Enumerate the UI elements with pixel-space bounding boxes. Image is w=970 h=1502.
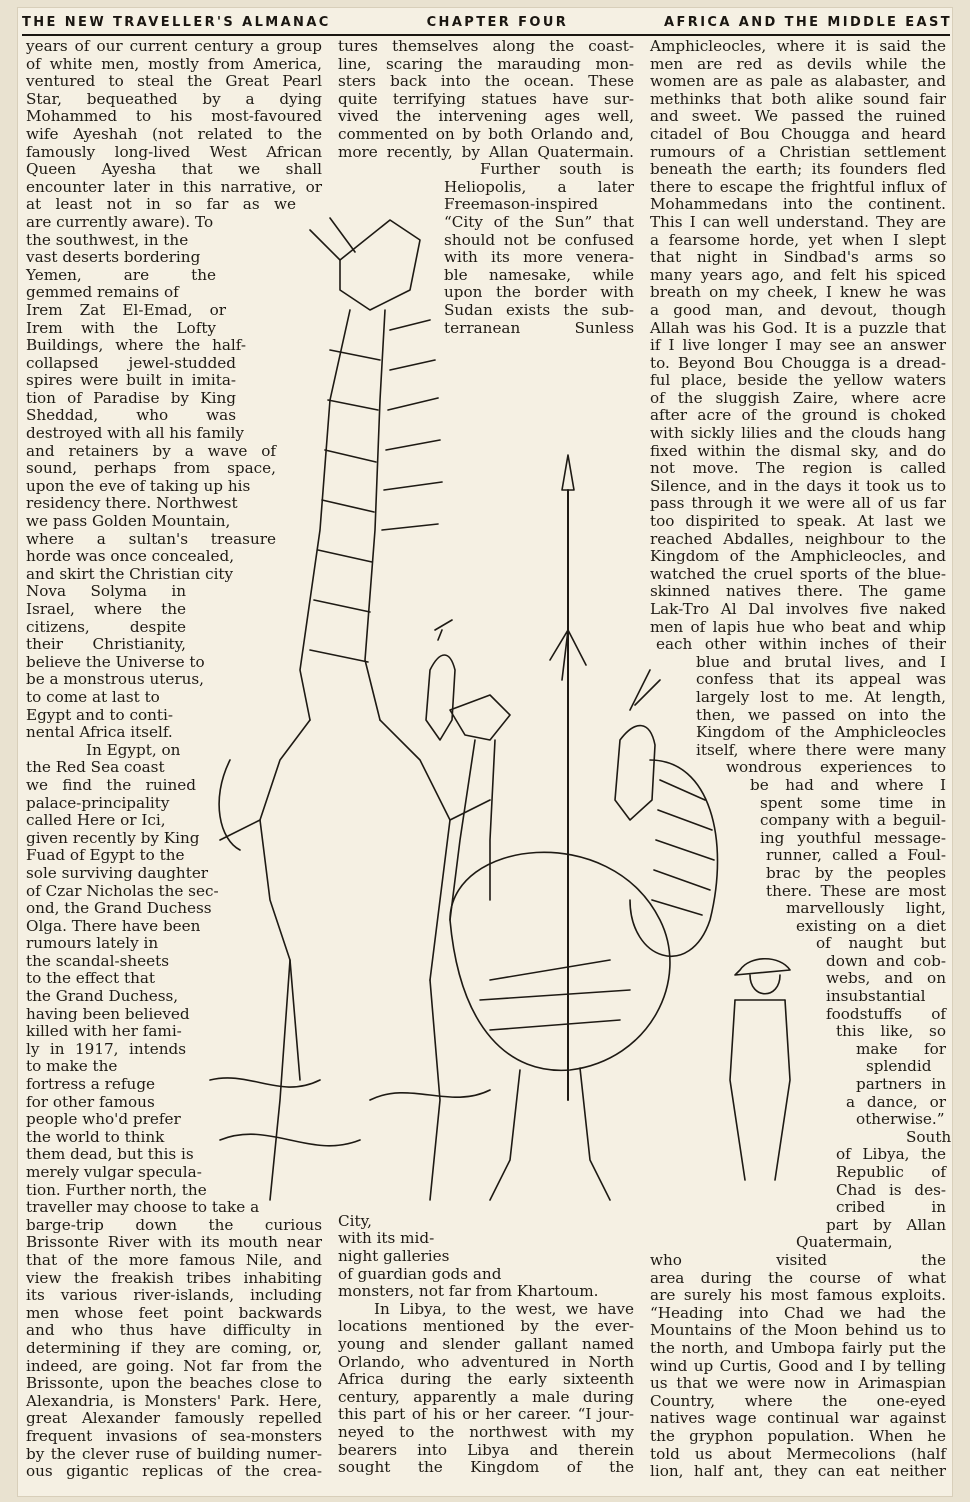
text-line: Further south is xyxy=(480,160,634,179)
text-line: line, scaring the marauding mon- xyxy=(338,54,634,73)
text-line: for other famous xyxy=(26,1092,155,1111)
text-line: spent some time in xyxy=(760,793,946,812)
text-line: Country, where the one-eyed xyxy=(650,1391,946,1410)
text-line: indeed, are going. Not far from the xyxy=(26,1356,322,1375)
text-line: great Alexander famously repelled xyxy=(26,1409,322,1428)
text-line: sound, perhaps from space, xyxy=(26,459,276,478)
text-line: ventured to steal the Great Pearl xyxy=(26,72,322,91)
text-line: foodstuffs of xyxy=(826,1004,946,1023)
text-line: wind up Curtis, Good and I by telling xyxy=(650,1356,946,1375)
text-line: wife Ayeshah (not related to the xyxy=(26,124,322,143)
text-line: and sweet. We passed the ruined xyxy=(650,107,946,126)
text-line: the scandal-sheets xyxy=(26,951,170,970)
text-line: century, apparently a male during xyxy=(338,1387,634,1406)
text-line: be a monstrous uterus, xyxy=(26,670,204,689)
text-line: vived the intervening ages well, xyxy=(338,107,634,126)
text-line: each other within inches of their xyxy=(656,635,946,654)
text-line: neyed to the northwest with my xyxy=(338,1423,634,1442)
text-line: Yemen, are the xyxy=(26,265,216,284)
text-line: Irem with the Lofty xyxy=(26,318,216,337)
text-line: there to escape the frightful influx of xyxy=(650,177,946,196)
text-line: citadel of Bou Chougga and heard xyxy=(650,124,946,143)
text-line: to. Beyond Bou Chougga is a dread- xyxy=(650,353,946,372)
column-one xyxy=(26,38,322,1481)
text-line: Amphicleocles, where it is said the xyxy=(650,37,946,55)
text-line: merely vulgar specula- xyxy=(26,1163,202,1181)
text-line: of Libya, the xyxy=(836,1145,946,1164)
text-line: palace-principality xyxy=(26,793,170,812)
header-book-title: THE NEW TRAVELLER'S ALMANAC xyxy=(22,14,331,30)
text-line: we find the ruined xyxy=(26,775,196,794)
text-line: to come at last to xyxy=(26,687,160,706)
text-line: existing on a diet xyxy=(796,916,946,935)
text-line: Freemason-inspired xyxy=(444,195,599,214)
text-line: City, xyxy=(338,1211,372,1230)
text-line: watched the cruel sports of the blue- xyxy=(650,564,946,583)
text-line: nental Africa itself. xyxy=(26,723,173,742)
text-line: beneath the earth; its founders fled xyxy=(650,160,946,179)
text-line: Allah was his God. It is a puzzle that xyxy=(650,318,946,337)
text-line: that of the more famous Nile, and xyxy=(26,1250,322,1269)
text-line: area during the course of what xyxy=(650,1268,946,1287)
text-line: that night in Sindbad's arms so xyxy=(650,248,946,267)
text-line: night galleries xyxy=(338,1247,450,1266)
header-section: AFRICA AND THE MIDDLE EAST xyxy=(664,14,952,30)
text-line: by the clever ruse of building numer- xyxy=(26,1444,322,1463)
text-line: Buildings, where the half- xyxy=(26,336,246,355)
text-line: many years ago, and felt his spiced xyxy=(650,265,946,284)
text-line: In Egypt, on xyxy=(86,740,181,759)
text-line: splendid xyxy=(866,1057,932,1076)
text-line: confess that its appeal was xyxy=(696,670,946,689)
text-line: make for xyxy=(856,1039,946,1058)
text-line: the Grand Duchess, xyxy=(26,987,179,1006)
running-header xyxy=(22,12,952,32)
text-line: of the sluggish Zaire, where acre xyxy=(650,388,946,407)
text-line: Irem Zat El-Emad, or xyxy=(26,300,226,319)
text-line: Brissonte, upon the beaches close to xyxy=(26,1374,322,1393)
text-line: vast deserts bordering xyxy=(26,248,201,267)
text-line: South xyxy=(906,1127,952,1146)
text-line: destroyed with all his family xyxy=(26,424,244,443)
text-line: Chad is des- xyxy=(836,1180,946,1199)
text-line: men are red as devils while the xyxy=(650,54,946,73)
text-line: In Libya, to the west, we have xyxy=(374,1299,634,1318)
text-line: of Czar Nicholas the sec- xyxy=(26,881,219,900)
text-line: the world to think xyxy=(26,1127,165,1146)
text-line: Kingdom of the Amphicleocles xyxy=(696,723,946,742)
text-line: its various river-islands, including xyxy=(26,1286,322,1305)
text-line: ous gigantic replicas of the crea- xyxy=(26,1462,322,1481)
text-line: then, we passed on into the xyxy=(696,705,946,724)
text-line: ly in 1917, intends xyxy=(26,1039,186,1058)
text-line: wondrous experiences to xyxy=(726,758,946,777)
text-line: people who'd prefer xyxy=(26,1110,181,1129)
text-line: marvellously light, xyxy=(786,899,946,918)
text-line: spires were built in imita- xyxy=(26,371,236,390)
text-line: natives wage continual war against xyxy=(650,1409,946,1428)
text-line: Brissonte River with its mouth near xyxy=(26,1233,322,1252)
text-line: pass through it we were all of us far xyxy=(650,494,946,513)
text-line: and who thus have difficulty in xyxy=(26,1321,322,1340)
text-line: if I live longer I may see an answer xyxy=(650,336,946,355)
text-line: rumours lately in xyxy=(26,934,159,953)
text-line: given recently by King xyxy=(26,828,200,847)
text-line: upon the border with xyxy=(444,283,634,302)
text-line: partners in xyxy=(856,1075,946,1094)
text-line: of white men, mostly from America, xyxy=(26,54,322,73)
text-line: traveller may choose to take a xyxy=(26,1198,260,1217)
column-three xyxy=(650,37,952,1481)
text-line: Africa during the early sixteenth xyxy=(338,1370,634,1389)
text-line: the gryphon population. When he xyxy=(650,1426,946,1445)
text-line: lion, half ant, they can eat neither xyxy=(650,1462,946,1481)
text-line: Mohammed to his most-favoured xyxy=(26,107,322,126)
header-rule xyxy=(22,34,950,36)
text-line: ful place, beside the yellow waters xyxy=(650,371,946,390)
text-line: Alexandria, is Monsters' Park. Here, xyxy=(26,1391,322,1410)
text-line: tion. Further north, the xyxy=(26,1180,207,1199)
text-line: famously long-lived West African xyxy=(26,142,322,161)
text-line: killed with her fami- xyxy=(26,1022,182,1041)
text-line: fixed within the dismal sky, and do xyxy=(650,441,946,460)
text-line: otherwise.” xyxy=(856,1110,945,1129)
text-line: with its more venera- xyxy=(444,248,634,267)
text-line: Egypt and to conti- xyxy=(26,705,174,724)
text-line: rumours of a Christian settlement xyxy=(650,142,946,161)
text-line: Orlando, who adventured in North xyxy=(338,1352,634,1371)
text-line: them dead, but this is xyxy=(26,1145,194,1164)
text-line: skinned natives there. The game xyxy=(650,582,946,601)
text-line: “Heading into Chad we had the xyxy=(650,1303,946,1322)
text-line: with sickly lilies and the clouds hang xyxy=(650,424,946,443)
text-line: breath on my cheek, I knew he was xyxy=(650,283,946,302)
text-line: years of our current century a group xyxy=(26,37,322,55)
text-line: should not be confused xyxy=(444,230,634,249)
text-line: ing youthful message- xyxy=(760,828,946,847)
text-line: at least not in so far as we xyxy=(26,195,296,214)
text-line: this part of his or her career. “I jour- xyxy=(338,1405,634,1424)
text-line: men of lapis hue who beat and whip xyxy=(650,617,946,636)
text-line: view the freakish tribes inhabiting xyxy=(26,1268,322,1287)
text-line: young and slender gallant named xyxy=(338,1335,634,1354)
text-line: of naught but xyxy=(816,934,946,953)
text-line: ble namesake, while xyxy=(444,265,634,284)
text-line: part by Allan xyxy=(826,1215,946,1234)
text-line: sought the Kingdom of the xyxy=(338,1458,634,1477)
text-line: the southwest, in the xyxy=(26,230,189,249)
text-line: more recently, by Allan Quatermain. xyxy=(338,142,634,161)
text-line: Sudan exists the sub- xyxy=(444,300,634,319)
text-line: This I can well understand. They are xyxy=(650,212,946,231)
text-line: to the effect that xyxy=(26,969,156,988)
text-line: frequent invasions of sea-monsters xyxy=(26,1426,322,1445)
text-line: quite terrifying statues have sur- xyxy=(338,89,634,108)
text-line: encounter later in this narrative, or xyxy=(26,177,322,196)
text-line: Israel, where the xyxy=(26,600,186,618)
text-line: blue and brutal lives, and I xyxy=(696,652,946,671)
text-line: too dispirited to speak. At last we xyxy=(650,512,946,531)
text-line: cribed in xyxy=(836,1198,946,1217)
text-line: largely lost to me. At length, xyxy=(696,687,946,706)
text-line: barge-trip down the curious xyxy=(26,1215,322,1234)
text-line: not move. The region is called xyxy=(650,459,946,478)
text-line: bearers into Libya and therein xyxy=(338,1440,634,1459)
text-line: their Christianity, xyxy=(26,635,186,654)
text-line: tion of Paradise by King xyxy=(26,388,236,407)
text-line: Republic of xyxy=(836,1163,946,1181)
text-line: Fuad of Egypt to the xyxy=(26,846,185,865)
text-line: upon the eve of taking up his xyxy=(26,476,251,495)
text-line: Nova Solyma in xyxy=(26,582,186,601)
text-line: sole surviving daughter xyxy=(26,863,209,882)
text-line: men whose feet point backwards xyxy=(26,1303,322,1322)
text-line: be had and where I xyxy=(750,775,946,794)
illustration-gap xyxy=(338,337,634,1213)
text-line: collapsed jewel-studded xyxy=(26,353,236,372)
text-line: to make the xyxy=(26,1057,118,1076)
text-line: company with a beguil- xyxy=(760,811,946,830)
text-line: after acre of the ground is choked xyxy=(650,406,946,425)
text-line: with its mid- xyxy=(338,1229,435,1248)
text-line: Kingdom of the Amphicleocles, and xyxy=(650,547,946,566)
text-line: residency there. Northwest xyxy=(26,494,238,513)
text-line: methinks that both alike sound fair xyxy=(650,89,946,108)
text-line: insubstantial xyxy=(826,987,926,1006)
text-line: the north, and Umbopa fairly put the xyxy=(650,1338,946,1357)
text-line: a good man, and devout, though xyxy=(650,300,946,319)
text-line: this like, so xyxy=(836,1022,946,1041)
text-line: determining if they are coming, or, xyxy=(26,1338,322,1357)
text-line: women are as pale as alabaster, and xyxy=(650,72,946,91)
text-line: Quatermain, xyxy=(796,1233,893,1252)
text-line: we pass Golden Mountain, xyxy=(26,512,231,531)
text-line: reached Abdalles, neighbour to the xyxy=(650,529,946,548)
text-line: Olga. There have been xyxy=(26,916,201,935)
text-line: Star, bequeathed by a dying xyxy=(26,89,322,108)
text-line: Silence, and in the days it took us to xyxy=(650,476,946,495)
text-line: are surely his most famous exploits. xyxy=(650,1286,946,1305)
text-line: Mohammedans into the continent. xyxy=(650,195,946,214)
text-line: a dance, or xyxy=(846,1092,946,1111)
text-line: monsters, not far from Khartoum. xyxy=(338,1282,599,1301)
text-line: itself, where there were many xyxy=(696,740,946,759)
text-line: citizens, despite xyxy=(26,617,186,636)
text-line: Sheddad, who was xyxy=(26,406,236,425)
text-line: horde was once concealed, xyxy=(26,547,235,566)
text-line: Lak-Tro Al Dal involves five naked xyxy=(650,600,946,618)
text-line: of guardian gods and xyxy=(338,1264,502,1283)
text-line: where a sultan's treasure xyxy=(26,529,276,548)
column-two xyxy=(338,38,634,1477)
text-line: who visited the xyxy=(650,1250,946,1269)
text-line: told us about Mermecolions (half xyxy=(650,1444,946,1463)
header-chapter: CHAPTER FOUR xyxy=(426,14,569,30)
text-line: a fearsome horde, yet when I slept xyxy=(650,230,946,249)
text-line: runner, called a Foul- xyxy=(766,846,946,865)
text-line: us that we were now in Arimaspian xyxy=(650,1374,946,1393)
text-line: Queen Ayesha that we shall xyxy=(26,160,322,179)
text-line: called Here or Ici, xyxy=(26,811,166,830)
text-line: and retainers by a wave of xyxy=(26,441,276,460)
text-line: and skirt the Christian city xyxy=(26,564,234,583)
text-line: Mountains of the Moon behind us to xyxy=(650,1321,946,1340)
text-line: tures themselves along the coast- xyxy=(338,37,634,55)
text-line: commented on by both Orlando and, xyxy=(338,124,634,143)
text-line: terranean Sunless xyxy=(444,318,634,337)
text-line: sters back into the ocean. These xyxy=(338,72,634,91)
text-line: ond, the Grand Duchess xyxy=(26,899,212,918)
text-line: “City of the Sun” that xyxy=(444,212,634,231)
text-line: having been believed xyxy=(26,1004,190,1023)
text-line: are currently aware). To xyxy=(26,212,214,231)
text-line: down and cob- xyxy=(826,951,946,970)
text-line: fortress a refuge xyxy=(26,1075,156,1094)
text-line: brac by the peoples xyxy=(766,863,946,882)
text-line: the Red Sea coast xyxy=(26,758,165,777)
text-line: Heliopolis, a later xyxy=(444,177,634,196)
text-line: locations mentioned by the ever- xyxy=(338,1317,634,1336)
text-line: believe the Universe to xyxy=(26,652,205,671)
text-line: there. These are most xyxy=(766,881,946,900)
text-line: webs, and on xyxy=(826,969,946,988)
text-line: gemmed remains of xyxy=(26,283,179,302)
